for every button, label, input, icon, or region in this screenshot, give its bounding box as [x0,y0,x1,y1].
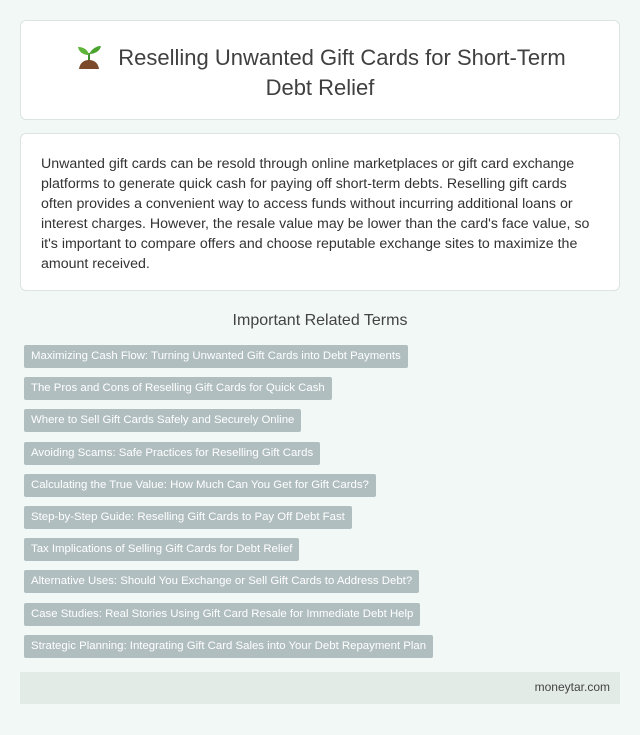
site-link[interactable]: moneytar.com [534,680,610,694]
list-item [24,506,433,529]
related-terms-list [24,345,433,667]
list-item [24,409,433,432]
seedling-icon [74,43,104,69]
page-title-text: Reselling Unwanted Gift Cards for Short-Term Debt Relief [118,45,566,100]
list-item [24,442,433,465]
related-term-link[interactable]: Where to Sell Gift Cards Safely and Securely Online [24,409,301,432]
related-term-link[interactable]: The Pros and Cons of Reselling Gift Cards for Quick Cash [24,377,332,400]
related-term-link[interactable]: Avoiding Scams: Safe Practices for Reselling Gift Cards [24,442,320,465]
related-terms-heading: Important Related Terms [232,312,408,329]
list-item [24,474,433,497]
related-term-link[interactable]: Calculating the True Value: How Much Can You Get for Gift Cards? [24,474,376,497]
list-item [24,635,433,658]
title-container [21,43,619,103]
related-term-link[interactable]: Tax Implications of Selling Gift Cards for Debt Relief [24,538,299,561]
list-item [24,570,433,593]
list-item [24,603,433,626]
footer [20,672,620,704]
list-item [24,377,433,400]
related-term-link[interactable]: Maximizing Cash Flow: Turning Unwanted Gift Cards into Debt Payments [24,345,408,368]
page-title [21,43,619,103]
list-item [24,345,433,368]
related-term-link[interactable]: Strategic Planning: Integrating Gift Card Sales into Your Debt Repayment Plan [24,635,433,658]
summary-card [20,133,620,291]
related-term-link[interactable]: Step-by-Step Guide: Reselling Gift Cards to Pay Off Debt Fast [24,506,352,529]
title-card [20,20,620,120]
list-item [24,538,433,561]
related-term-link[interactable]: Case Studies: Real Stories Using Gift Card Resale for Immediate Debt Help [24,603,420,626]
related-term-link[interactable]: Alternative Uses: Should You Exchange or Sell Gift Cards to Address Debt? [24,570,419,593]
summary-text: Unwanted gift cards can be resold through online marketplaces or gift card exchange platforms to generate quick cash for paying off short-term debts. Reselling gift cards often provides a convenient way to access funds without incurring additional loans or interest charges. However, the resale value may be lower than the card's face value, so it's important to compare offers and choose reputable exchange sites to maximize the amount received. [41,156,590,272]
